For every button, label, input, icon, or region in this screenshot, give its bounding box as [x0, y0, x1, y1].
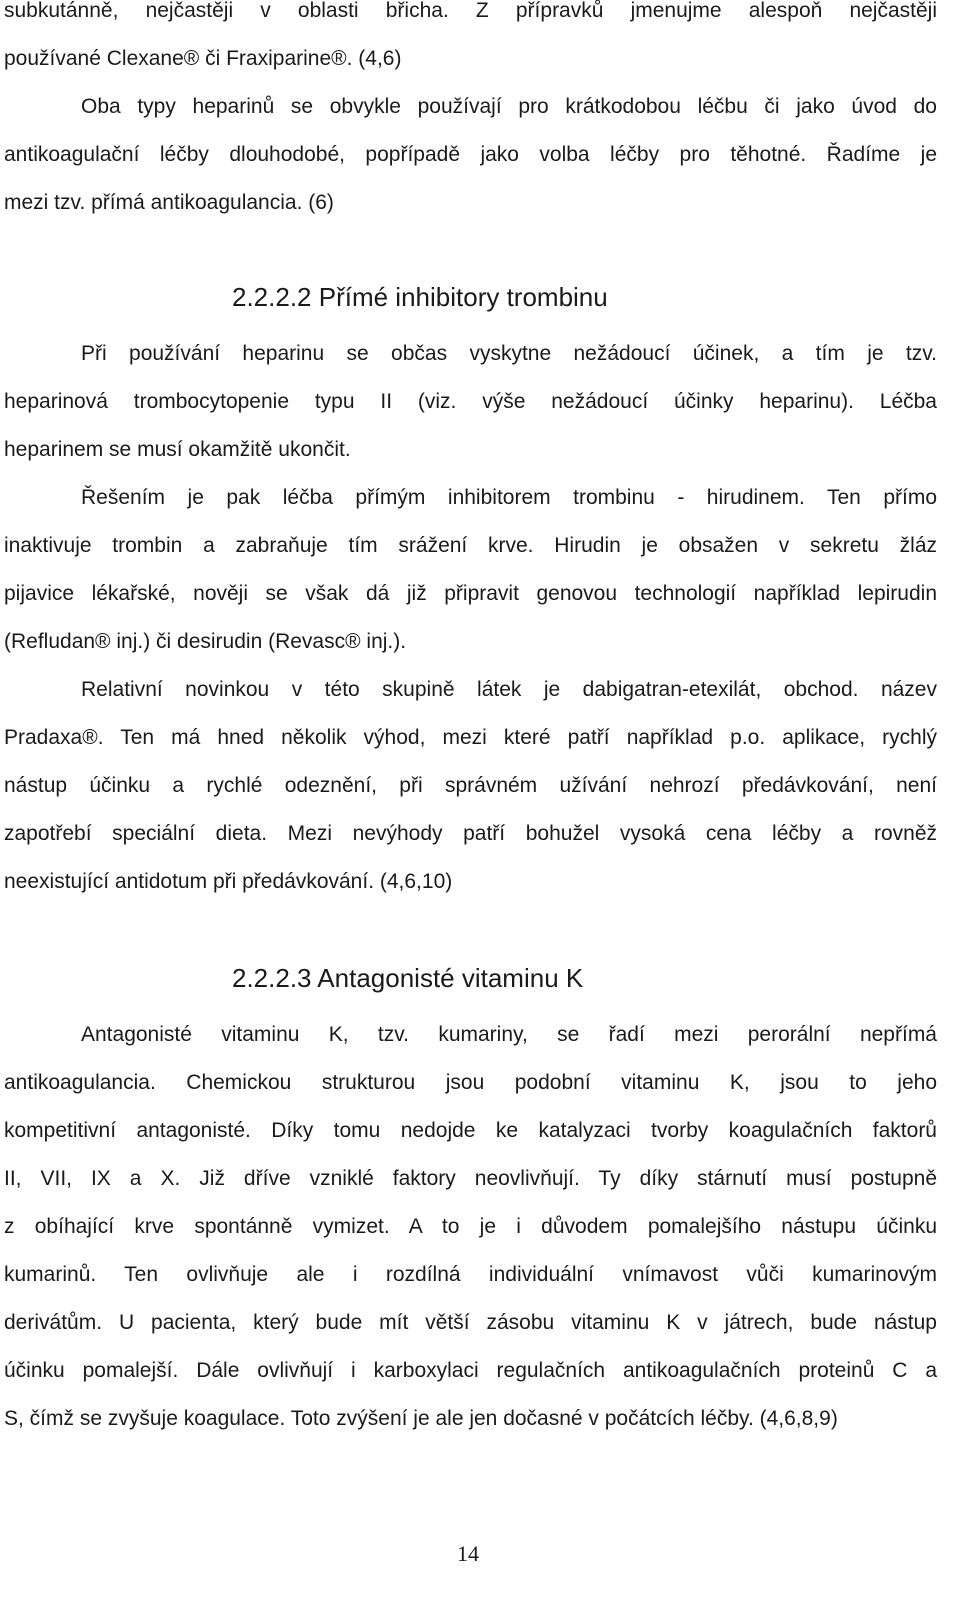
text-line: zapotřebí speciální dieta. Mezi nevýhody patří bohužel vysoká cena léčby a rovněž — [4, 822, 937, 845]
section-heading-direct-thrombin-inhibitors: 2.2.2.2 Přímé inhibitory trombinu — [232, 282, 608, 312]
text-line: Pradaxa®. Ten má hned několik výhod, mezi které patří například p.o. aplikace, rychlý — [4, 726, 937, 749]
text-line: Relativní novinkou v této skupině látek je dabigatran-etexilát, obchod. název — [81, 678, 937, 701]
text-line: nástup účinku a rychlé odeznění, při správném užívání nehrozí předávkování, není — [4, 774, 937, 797]
text-line: kompetitivní antagonisté. Díky tomu nedojde ke katalyzaci tvorby koagulačních faktorů — [4, 1119, 937, 1142]
text-line: účinku pomalejší. Dále ovlivňují i karboxylaci regulačních antikoagulačních proteinů C a — [4, 1359, 937, 1382]
text-line: II, VII, IX a X. Již dříve vzniklé faktory neovlivňují. Ty díky stárnutí musí postupně — [4, 1167, 937, 1190]
intro-paragraph — [4, 0, 937, 227]
text-line: Antagonisté vitaminu K, tzv. kumariny, se řadí mezi perorální nepřímá — [81, 1023, 937, 1046]
text-line: Při používání heparinu se občas vyskytne nežádoucí účinek, a tím je tzv. — [81, 342, 937, 365]
text-line: mezi tzv. přímá antikoagulancia. (6) — [4, 191, 334, 214]
text-line: antikoagulancia. Chemickou strukturou jsou podobní vitaminu K, jsou to jeho — [4, 1071, 937, 1094]
text-line: z obíhající krve spontánně vymizet. A to je i důvodem pomalejšího nástupu účinku — [4, 1215, 937, 1238]
text-line: (Refludan® inj.) či desirudin (Revasc® inj.). — [4, 630, 407, 653]
text-line: Oba typy heparinů se obvykle používají pro krátkodobou léčbu či jako úvod do — [81, 95, 937, 118]
section-heading-vitamin-k-antagonists: 2.2.2.3 Antagonisté vitaminu K — [232, 963, 584, 993]
text-line: heparinem se musí okamžitě ukončit. — [4, 438, 351, 461]
text-line: derivátům. U pacienta, který bude mít větší zásobu vitaminu K v játrech, bude nástup — [4, 1311, 937, 1334]
text-line: neexistující antidotum při předávkování. (4,6,10) — [4, 870, 453, 893]
text-line: Řešením je pak léčba přímým inhibitorem trombinu - hirudinem. Ten přímo — [81, 486, 937, 509]
section-body-vitamin-k-antagonists — [4, 1011, 937, 1443]
section-body-direct-thrombin-inhibitors — [4, 330, 937, 906]
text-line: S, čímž se zvyšuje koagulace. Toto zvýšení je ale jen dočasné v počátcích léčby. (4,6,8,9) — [4, 1407, 838, 1430]
text-line: heparinová trombocytopenie typu II (viz. výše nežádoucí účinky heparinu). Léčba — [4, 390, 937, 413]
text-line: používané Clexane® či Fraxiparine®. (4,6) — [4, 47, 402, 70]
text-line: inaktivuje trombin a zabraňuje tím srážení krve. Hirudin je obsažen v sekretu žláz — [4, 534, 937, 557]
text-line: antikoagulační léčby dlouhodobé, popřípadě jako volba léčby pro těhotné. Řadíme je — [4, 143, 937, 166]
text-line: kumarinů. Ten ovlivňuje ale i rozdílná individuální vnímavost vůči kumarinovým — [4, 1263, 937, 1286]
page-number: 14 — [457, 1541, 479, 1566]
text-line: subkutánně, nejčastěji v oblasti břicha. Z přípravků jmenujme alespoň nejčastěji — [4, 0, 937, 22]
text-line: pijavice lékařské, nověji se však dá již připravit genovou technologií například lepirudin — [4, 582, 937, 605]
